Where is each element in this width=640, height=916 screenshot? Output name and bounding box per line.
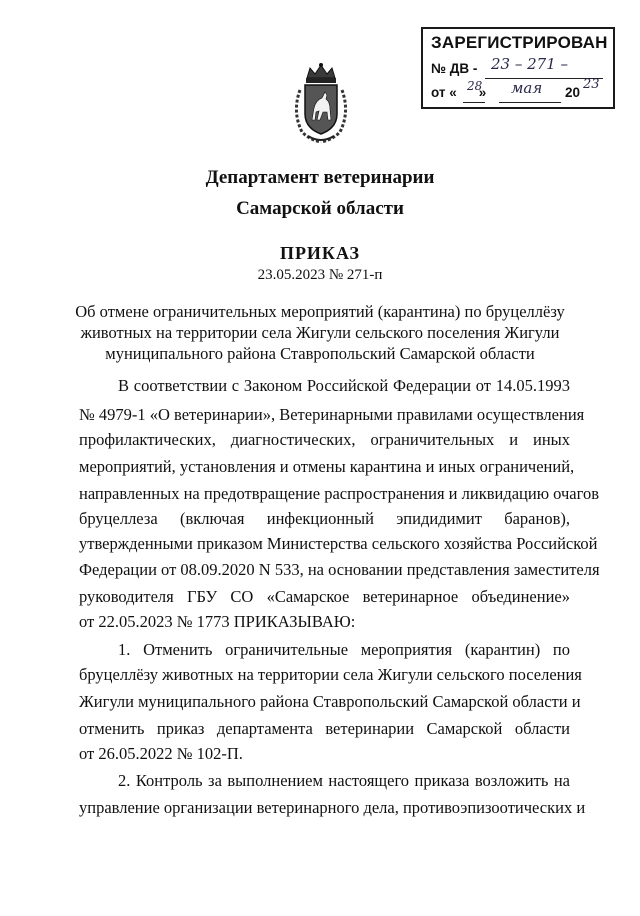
item-2-line: управление организации ветеринарного дела, противоэпизоотических и — [79, 798, 586, 817]
order-title: ПРИКАЗ — [279, 243, 361, 263]
coat-of-arms-emblem — [290, 62, 352, 146]
stamp-number-handwritten: 23 – 271 – — [491, 55, 569, 73]
body-line: бруцеллеза (включая инфекционный эпидидимит баранов), — [79, 509, 570, 528]
order-subject-line3: муниципального района Ставропольский Самарской области — [105, 344, 535, 363]
department-name-line1: Департамент ветеринарии — [205, 167, 435, 188]
stamp-date-prefix: от « — [431, 85, 457, 100]
body-line: Федерации от 08.09.2020 N 533, на основании представления заместителя — [79, 560, 600, 579]
item-1-line: от 26.05.2022 № 102-П. — [79, 744, 243, 763]
registration-stamp — [421, 27, 615, 109]
item-1-line: бруцеллёзу животных на территории села Жигули сельского поселения — [79, 665, 582, 684]
stamp-title: ЗАРЕГИСТРИРОВАН — [431, 33, 608, 52]
item-1-line: отменить приказ департамента ветеринарии Самарской области — [79, 719, 570, 738]
stamp-number-prefix: № ДВ - — [431, 61, 478, 76]
body-line: утвержденными приказом Министерства сельского хозяйства Российской — [79, 534, 598, 553]
stamp-day-handwritten: 28 — [467, 79, 483, 93]
item-2-line: 2. Контроль за выполнением настоящего приказа возложить на — [118, 771, 570, 790]
stamp-date-close: » — [478, 85, 487, 100]
department-name-line2: Самарской области — [236, 198, 404, 219]
order-date-number: 23.05.2023 № 271-п — [257, 267, 383, 283]
item-1-line: Жигули муниципального района Ставропольский Самарской области и — [79, 692, 581, 711]
order-subject-line1: Об отмене ограничительных мероприятий (карантина) по бруцеллёзу — [75, 302, 565, 321]
body-line: № 4979-1 «О ветеринарии», Ветеринарными правилами осуществления — [79, 405, 585, 424]
body-line: направленных на предотвращение распространения и ликвидацию очагов — [79, 484, 599, 503]
body-line: от 22.05.2023 № 1773 ПРИКАЗЫВАЮ: — [79, 612, 356, 631]
item-1-line: 1. Отменить ограничительные мероприятия (карантин) по — [118, 640, 570, 659]
body-line: В соответствии с Законом Российской Федерации от 14.05.1993 — [118, 376, 570, 395]
stamp-number-row — [431, 61, 477, 76]
stamp-year-prefix: 20 — [565, 85, 581, 100]
order-subject-line2: животных на территории села Жигули сельского поселения Жигули — [80, 323, 560, 342]
stamp-month-handwritten: мая — [511, 79, 543, 97]
body-line: мероприятий, установления и отмены карантина и иных ограничений, — [79, 457, 575, 476]
body-line: руководителя ГБУ СО «Самарское ветеринарное объединение» — [79, 587, 570, 606]
stamp-year-handwritten: 23 — [583, 77, 600, 92]
body-line: профилактических, диагностических, ограничительных и иных — [79, 430, 570, 449]
